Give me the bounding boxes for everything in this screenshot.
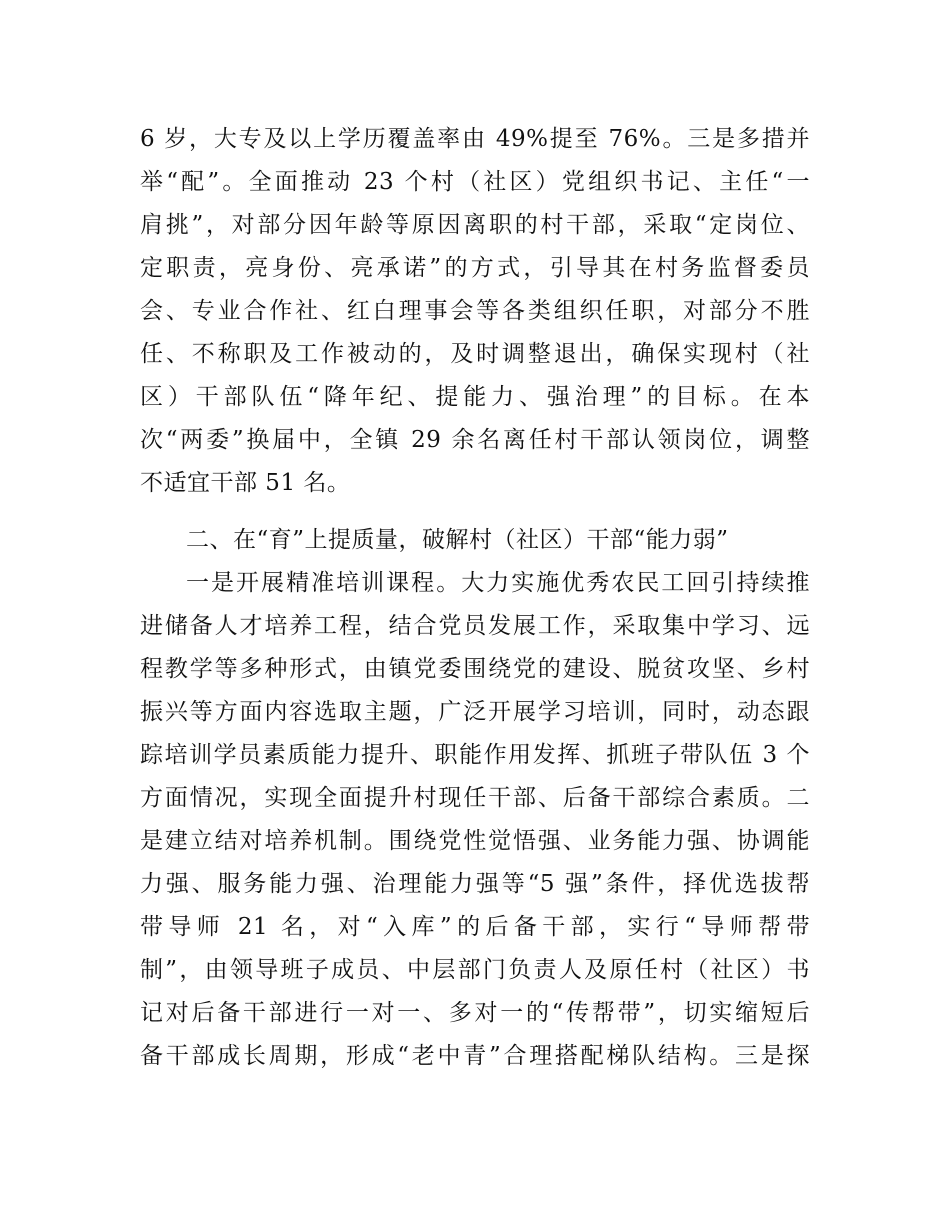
text-line: 会、专业合作社、红白理事会等各类组织任职，对部分不胜: [140, 298, 810, 324]
text-line: 程教学等多种形式，由镇党委围绕党的建设、脱贫攻坚、乡村: [140, 656, 810, 682]
document-body: [140, 118, 810, 1078]
text-line: 举“配”。全面推动 23 个村（社区）党组织书记、主任“一: [140, 169, 810, 195]
heading-line: 二、在“育”上提质量，破解村（社区）干部“能力弱”: [186, 527, 729, 553]
paragraph-continuation: [140, 118, 810, 505]
text-line: 定职责，亮身份、亮承诺”的方式，引导其在村务监督委员: [140, 255, 810, 281]
text-line: 记对后备干部进行一对一、多对一的“传帮带”，切实缩短后: [140, 1000, 810, 1026]
text-line: 是建立结对培养机制。围绕党性觉悟强、业务能力强、协调能: [140, 828, 810, 854]
text-line: 任、不称职及工作被动的，及时调整退出，确保实现村（社: [140, 341, 810, 367]
text-line: 进储备人才培养工程，结合党员发展工作，采取集中学习、远: [140, 613, 810, 639]
text-line: 方面情况，实现全面提升村现任干部、后备干部综合素质。二: [140, 785, 810, 811]
text-line: 带导师 21 名，对“入库”的后备干部，实行“导师帮带: [140, 914, 810, 940]
text-line: 区）干部队伍“降年纪、提能力、强治理”的目标。在本: [140, 384, 810, 410]
text-line: 振兴等方面内容选取主题，广泛开展学习培训，同时，动态跟: [140, 699, 810, 725]
paragraph-body: [140, 562, 810, 1078]
text-line: 不适宜干部 51 名。: [140, 470, 351, 496]
text-line: 次“两委”换届中，全镇 29 余名离任村干部认领岗位，调整: [140, 427, 810, 453]
section-heading: [140, 519, 810, 562]
text-line: 力强、服务能力强、治理能力强等“5 强”条件，择优选拔帮: [140, 871, 810, 897]
text-line: 一是开展精准培训课程。大力实施优秀农民工回引持续推: [186, 570, 810, 596]
text-line: 制”，由领导班子成员、中层部门负责人及原任村（社区）书: [140, 957, 810, 983]
text-line: 备干部成长周期，形成“老中青”合理搭配梯队结构。三是探: [140, 1043, 810, 1069]
text-line: 肩挑”，对部分因年龄等原因离职的村干部，采取“定岗位、: [140, 212, 810, 238]
text-line: 踪培训学员素质能力提升、职能作用发挥、抓班子带队伍 3 个: [140, 742, 810, 768]
text-line: 6 岁，大专及以上学历覆盖率由 49%提至 76%。三是多措并: [140, 126, 810, 152]
